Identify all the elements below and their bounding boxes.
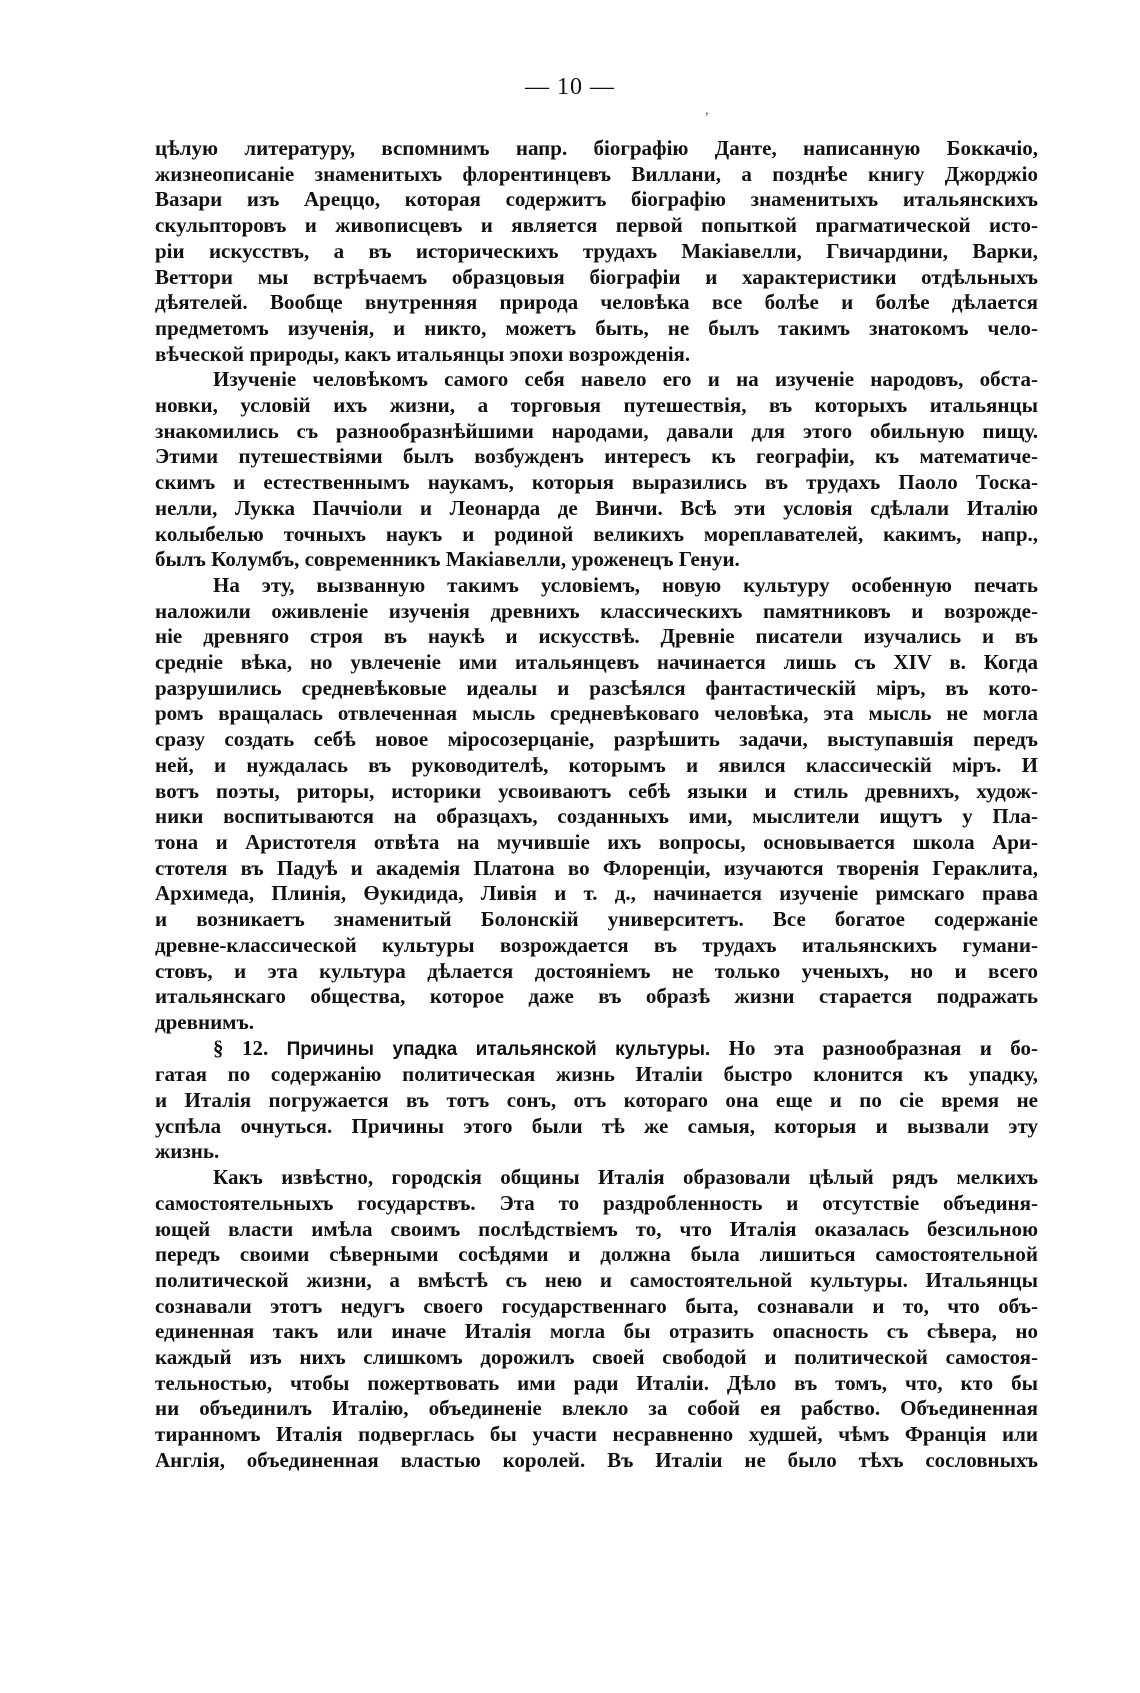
section-heading: Причины упадка итальянской культуры. — [286, 1038, 711, 1060]
text-line: сознавали этотъ недугъ своего государственнаго быта, сознавали и то, что объ- — [155, 1293, 1038, 1318]
text-line: тиранномъ Италія подверглась бы участи несравненно худшей, чѣмъ Франція или — [155, 1422, 1038, 1447]
text-line: древне-классической культуры возрождается въ трудахъ итальянскихъ гумани- — [155, 932, 1038, 957]
text-line: тона и Аристотеля отвѣта на мучившіе ихъ вопросы, основывается школа Ари- — [155, 829, 1038, 854]
text-line: Англія, объединенная властью королей. Въ Италіи не было тѣхъ сословныхъ — [155, 1447, 1038, 1472]
stray-mark: , — [705, 103, 709, 118]
text-line: итальянскаго общества, которое даже въ образѣ жизни старается подражать — [155, 984, 1038, 1009]
text-line: Веттори мы встрѣчаемъ образцовыя біографіи и характеристики отдѣльныхъ — [155, 264, 1038, 289]
text-line: наложили оживленіе изученія древнихъ классическихъ памятниковъ и возрожде- — [155, 598, 1038, 623]
text-line: средніе вѣка, но увлеченіе ими итальянцевъ начинается лишь съ XIV в. Когда — [155, 650, 1038, 675]
section-first-line — [155, 1036, 1038, 1063]
paragraph-2 — [155, 367, 1038, 573]
text-line: и возникаетъ знаменитый Болонскій университетъ. Все богатое содержаніе — [155, 907, 1038, 932]
text-line: и Италія погружается въ тотъ сонъ, отъ котораго она еще и по сіе время не — [155, 1088, 1038, 1113]
text-line: Этими путешествіями былъ возбужденъ интересъ къ географіи, къ математиче- — [155, 444, 1038, 469]
paragraph-1 — [155, 136, 1038, 367]
text-line: сразу создать себѣ новое міросозерцаніе, разрѣшить задачи, выступавшія передъ — [155, 727, 1038, 752]
text-line: цѣлую литературу, вспомнимъ напр. біографію Данте, написанную Боккачіо, — [155, 136, 1038, 160]
text-line: былъ Колумбъ, современникъ Макіавелли, уроженецъ Генуи. — [155, 547, 740, 572]
text-line: стовъ, и эта культура дѣлается достояніемъ не только ученыхъ, но и всего — [155, 958, 1038, 983]
text-line: скульпторовъ и живописцевъ и является первой попыткой прагматической исто- — [155, 213, 1038, 238]
section-12-paragraph — [155, 1036, 1038, 1166]
text-line: успѣла очнуться. Причины этого были тѣ же самыя, которыя и вызвали эту — [155, 1113, 1038, 1138]
text-line: колыбелью точныхъ наукъ и родиной великихъ мореплавателей, какимъ, напр., — [155, 521, 1038, 546]
text-line: тельностью, чтобы пожертвовать ими ради Италіи. Дѣло въ томъ, что, кто бы — [155, 1370, 1038, 1395]
text-line: передъ своими сѣверными сосѣдями и должна была лишиться самостоятельной — [155, 1242, 1038, 1267]
text-line: знакомились съ разнообразнѣйшими народами, давали для этого обильную пищу. — [155, 418, 1038, 443]
text-line: Архимеда, Плинія, Өукидида, Ливія и т. д., начинается изученіе римскаго права — [155, 881, 1038, 906]
text-line: Вазари изъ Ареццо, которая содержитъ біографію знаменитыхъ итальянскихъ — [155, 187, 1038, 212]
text-line: самостоятельныхъ государствъ. Эта то раздробленность и отсутствіе объединя- — [155, 1190, 1038, 1215]
section-mark: § 12. — [213, 1035, 269, 1060]
text-line: стотеля въ Падуѣ и академія Платона во Флоренціи, изучаются творенія Гераклита, — [155, 855, 1038, 880]
text-line: единенная такъ или иначе Италія могла бы отразить опасность съ сѣвера, но — [155, 1319, 1038, 1344]
text-line: предметомъ изученія, и никто, можетъ быть, не былъ такимъ знатокомъ чело- — [155, 315, 1038, 340]
page-number: — 10 — — [525, 74, 615, 100]
text-line: ни объединилъ Италію, объединеніе влекло за собой ея рабство. Объединенная — [155, 1396, 1038, 1421]
text-line: вѣческой природы, какъ итальянцы эпохи возрожденія. — [155, 341, 691, 366]
text-line: ріи искусствъ, а въ историческихъ трудахъ Макіавелли, Гвичардини, Варки, — [155, 238, 1038, 263]
text-line: разрушились средневѣковые идеалы и разсѣялся фантастическій міръ, въ кото- — [155, 675, 1038, 700]
text-line: ромъ вращалась отвлеченная мысль средневѣковаго человѣка, эта мысль не могла — [155, 701, 1038, 726]
text-line: древнимъ. — [155, 1009, 254, 1034]
text-line: жизнеописаніе знаменитыхъ флорентинцевъ Виллани, а позднѣе книгу Джорджіо — [155, 161, 1038, 186]
text-line: ники воспитываются на образцахъ, созданныхъ ими, мыслители ищутъ у Пла- — [155, 804, 1038, 829]
text-line: нелли, Лукка Паччіоли и Леонарда де Винчи. Всѣ эти условія сдѣлали Италію — [155, 495, 1038, 520]
section-first-line-text: Но эта разнообразная и бо- — [728, 1035, 1038, 1060]
text-line: политической жизни, а вмѣстѣ съ нею и самостоятельной культуры. Итальянцы — [155, 1267, 1038, 1292]
text-line: На эту, вызванную такимъ условіемъ, новую культуру особенную печать — [213, 572, 1038, 597]
paragraph-5 — [155, 1165, 1038, 1473]
paragraph-3 — [155, 573, 1038, 1036]
text-line: каждый изъ нихъ слишкомъ дорожилъ своей свободой и политической самостоя- — [155, 1345, 1038, 1370]
text-line: дѣятелей. Вообще внутренняя природа человѣка все болѣе и болѣе дѣлается — [155, 290, 1038, 315]
text-line: вотъ поэты, риторы, историки усвоиваютъ себѣ языки и стиль древнихъ, худож- — [155, 778, 1038, 803]
text-line: скимъ и естественнымъ наукамъ, которыя выразились въ трудахъ Паоло Тоска- — [155, 470, 1038, 495]
text-line: Изученіе человѣкомъ самого себя навело его и на изученіе народовъ, обста- — [213, 367, 1038, 392]
text-line: ющей власти имѣла своимъ послѣдствіемъ то, что Италія оказалась безсильною — [155, 1216, 1038, 1241]
text-body — [155, 136, 1038, 1474]
text-line: ніе древняго строя въ наукѣ и искусствѣ. Древніе писатели изучались и въ — [155, 624, 1038, 649]
text-line: гатая по содержанію политическая жизнь Италіи быстро клонится къ упадку, — [155, 1062, 1038, 1087]
text-line: жизнь. — [155, 1139, 220, 1164]
text-line: ней, и нуждалась въ руководителѣ, которымъ и явился классическій міръ. И — [155, 752, 1038, 777]
text-line: Какъ извѣстно, городскія общины Италія образовали цѣлый рядъ мелкихъ — [213, 1165, 1038, 1190]
text-line: новки, условій ихъ жизни, а торговыя путешествія, въ которыхъ итальянцы — [155, 393, 1038, 418]
